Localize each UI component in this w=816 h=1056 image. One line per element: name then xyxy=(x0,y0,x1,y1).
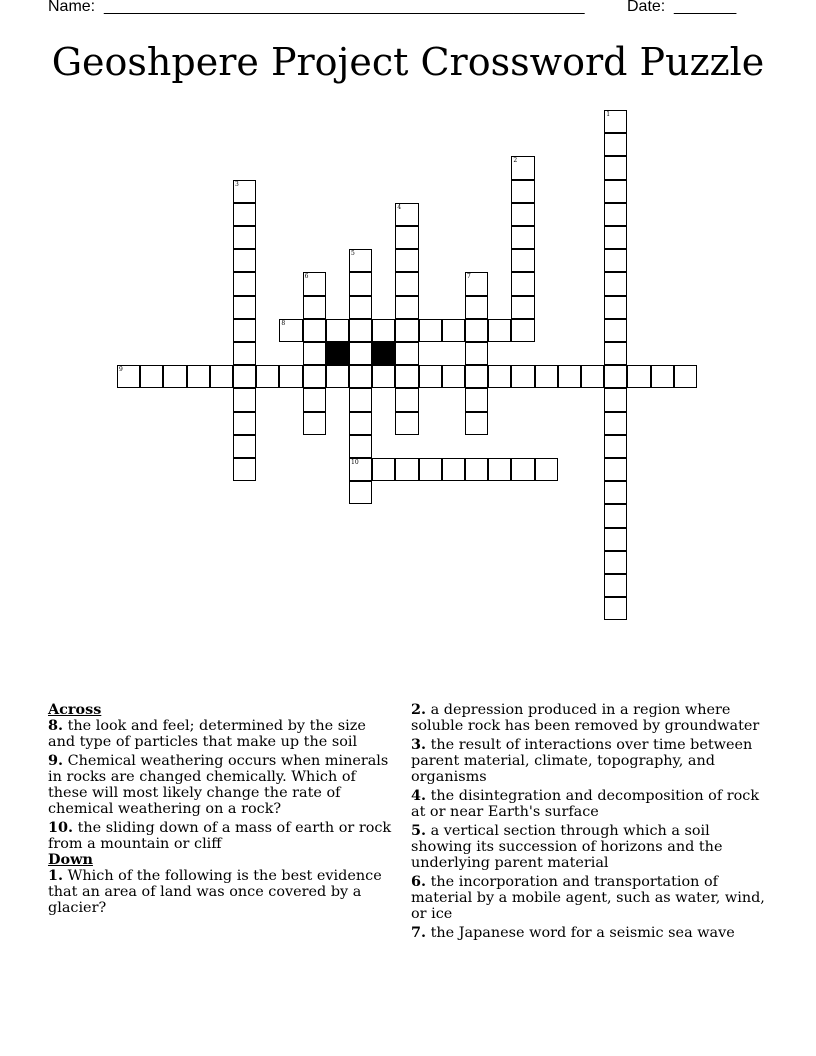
grid-cell[interactable] xyxy=(604,458,627,481)
grid-cell[interactable] xyxy=(395,249,418,272)
grid-cell[interactable] xyxy=(511,180,534,203)
date-line: _______ xyxy=(674,0,737,15)
clue-down-2 xyxy=(411,702,771,734)
black-cell xyxy=(326,342,349,365)
grid-cell[interactable] xyxy=(372,365,395,388)
clue-text: Chemical weathering occurs when minerals in rocks are changed chemically. Which of these will most likely change the rate of chemical weathering on a rock? xyxy=(48,753,389,817)
grid-cell[interactable] xyxy=(465,388,488,411)
grid-cell[interactable] xyxy=(674,365,697,388)
grid-cell[interactable] xyxy=(395,388,418,411)
grid-cell[interactable] xyxy=(604,203,627,226)
name-line: ______________________________________________________ xyxy=(104,0,585,15)
clue-across-10 xyxy=(48,820,393,852)
clue-text: a vertical section through which a soil showing its succession of horizons and the underlying parent material xyxy=(411,823,723,871)
grid-cell[interactable] xyxy=(465,365,488,388)
grid-cell[interactable] xyxy=(349,365,372,388)
grid-cell[interactable] xyxy=(303,342,326,365)
grid-cell[interactable] xyxy=(511,226,534,249)
black-cell xyxy=(372,342,395,365)
clue-down-4 xyxy=(411,788,771,820)
clue-text: Which of the following is the best evidence that an area of land was once covered by a glacier? xyxy=(48,868,382,916)
grid-cell[interactable] xyxy=(581,365,604,388)
grid-cell[interactable] xyxy=(349,435,372,458)
clue-number: 1. xyxy=(48,867,64,884)
clue-number: 9. xyxy=(48,752,64,769)
clue-text: a depression produced in a region where soluble rock has been removed by groundwater xyxy=(411,702,760,734)
clue-number: 2. xyxy=(411,701,427,718)
down-heading: Down xyxy=(48,851,93,868)
grid-cell[interactable] xyxy=(465,412,488,435)
grid-cell[interactable] xyxy=(233,412,256,435)
grid-cell[interactable] xyxy=(442,458,465,481)
clue-number: 3. xyxy=(411,736,427,753)
grid-cell[interactable] xyxy=(604,133,627,156)
clue-text: the result of interactions over time between parent material, climate, topography, and organisms xyxy=(411,737,753,785)
grid-cell[interactable] xyxy=(372,458,395,481)
grid-cell[interactable] xyxy=(395,458,418,481)
clue-number-label: 1 xyxy=(606,111,611,118)
grid-cell[interactable] xyxy=(604,272,627,295)
clue-number-label: 9 xyxy=(119,366,123,374)
clue-number-label: 8 xyxy=(281,319,286,327)
grid-cell[interactable] xyxy=(349,412,372,435)
grid-cell[interactable] xyxy=(604,528,627,551)
grid-cell[interactable] xyxy=(279,365,302,388)
grid-cell[interactable] xyxy=(372,319,395,342)
grid-cell[interactable] xyxy=(233,319,256,342)
clue-across-8 xyxy=(48,718,393,750)
grid-cell[interactable] xyxy=(349,342,372,365)
across-heading: Across xyxy=(48,701,102,718)
grid-cell[interactable] xyxy=(604,249,627,272)
grid-cell[interactable] xyxy=(233,296,256,319)
grid-cell[interactable] xyxy=(604,226,627,249)
grid-cell[interactable] xyxy=(604,388,627,411)
clue-number-label: 10 xyxy=(351,459,359,466)
grid-cell[interactable] xyxy=(326,319,349,342)
grid-cell[interactable] xyxy=(395,342,418,365)
grid-cell[interactable] xyxy=(442,365,465,388)
clue-text: the disintegration and decomposition of rock at or near Earth's surface xyxy=(411,788,760,820)
grid-cell[interactable] xyxy=(604,597,627,620)
date-label: Date: xyxy=(627,0,666,15)
grid-cell[interactable] xyxy=(187,365,210,388)
grid-cell[interactable] xyxy=(349,249,372,272)
grid-cell[interactable] xyxy=(651,365,674,388)
grid-cell[interactable] xyxy=(604,180,627,203)
clue-number: 10. xyxy=(48,819,74,836)
clue-number: 5. xyxy=(411,822,427,839)
grid-cell[interactable] xyxy=(233,203,256,226)
grid-cell[interactable] xyxy=(511,365,534,388)
grid-cell[interactable] xyxy=(511,156,534,179)
grid-cell[interactable] xyxy=(465,319,488,342)
grid-cell[interactable] xyxy=(395,272,418,295)
grid-cell[interactable] xyxy=(511,458,534,481)
grid-cell[interactable] xyxy=(465,272,488,295)
clue-number-label: 7 xyxy=(467,273,471,281)
grid-cell[interactable] xyxy=(349,319,372,342)
grid-cell[interactable] xyxy=(488,458,511,481)
clue-number-label: 3 xyxy=(235,180,239,188)
grid-cell[interactable] xyxy=(303,412,326,435)
grid-cell[interactable] xyxy=(210,365,233,388)
clue-down-6 xyxy=(411,874,771,922)
grid-cell[interactable] xyxy=(419,365,442,388)
clue-down-5 xyxy=(411,823,771,871)
grid-cell[interactable] xyxy=(604,504,627,527)
clue-across-9 xyxy=(48,753,393,817)
grid-cell[interactable] xyxy=(511,296,534,319)
grid-cell[interactable] xyxy=(395,365,418,388)
clue-text: the look and feel; determined by the size and type of particles that make up the soil xyxy=(48,718,366,750)
grid-cell[interactable] xyxy=(465,342,488,365)
grid-cell[interactable] xyxy=(488,365,511,388)
grid-cell[interactable] xyxy=(604,435,627,458)
grid-cell[interactable] xyxy=(233,435,256,458)
clue-text: the incorporation and transportation of material by a mobile agent, such as water, wind, or ice xyxy=(411,874,765,922)
grid-cell[interactable] xyxy=(511,319,534,342)
grid-cell[interactable] xyxy=(395,226,418,249)
grid-cell[interactable] xyxy=(535,458,558,481)
grid-cell[interactable] xyxy=(419,458,442,481)
clue-number: 7. xyxy=(411,924,427,941)
grid-cell[interactable] xyxy=(604,481,627,504)
name-label: Name: xyxy=(48,0,96,15)
grid-cell[interactable] xyxy=(233,272,256,295)
clue-number-label: 6 xyxy=(304,273,309,281)
grid-cell[interactable] xyxy=(349,388,372,411)
clue-down-1 xyxy=(48,868,393,916)
clues-right-column xyxy=(411,702,771,944)
grid-cell[interactable] xyxy=(604,551,627,574)
grid-cell[interactable] xyxy=(233,365,256,388)
grid-cell[interactable] xyxy=(395,296,418,319)
grid-cell[interactable] xyxy=(303,319,326,342)
grid-cell[interactable] xyxy=(163,365,186,388)
clue-down-3 xyxy=(411,737,771,785)
grid-cell[interactable] xyxy=(442,319,465,342)
grid-cell[interactable] xyxy=(233,249,256,272)
grid-cell[interactable] xyxy=(349,272,372,295)
clue-number: 4. xyxy=(411,787,427,804)
grid-cell[interactable] xyxy=(627,365,650,388)
grid-cell[interactable] xyxy=(488,319,511,342)
grid-cell[interactable] xyxy=(604,412,627,435)
clue-number-label: 2 xyxy=(513,157,518,165)
clue-text: the Japanese word for a seismic sea wave xyxy=(430,925,735,941)
grid-cell[interactable] xyxy=(465,296,488,319)
grid-cell[interactable] xyxy=(303,272,326,295)
grid-cell[interactable] xyxy=(395,412,418,435)
clue-number: 8. xyxy=(48,717,64,734)
grid-cell[interactable] xyxy=(233,180,256,203)
grid-cell[interactable] xyxy=(395,319,418,342)
clue-down-7 xyxy=(411,925,771,941)
grid-cell[interactable] xyxy=(604,156,627,179)
grid-cell[interactable] xyxy=(419,319,442,342)
grid-cell[interactable] xyxy=(117,365,140,388)
grid-cell[interactable] xyxy=(256,365,279,388)
grid-cell[interactable] xyxy=(604,296,627,319)
clues-left-column xyxy=(48,702,393,919)
grid-cell[interactable] xyxy=(604,342,627,365)
grid-cell[interactable] xyxy=(604,319,627,342)
grid-cell[interactable] xyxy=(511,249,534,272)
grid-cell[interactable] xyxy=(558,365,581,388)
clue-number: 6. xyxy=(411,873,427,890)
grid-cell[interactable] xyxy=(233,342,256,365)
grid-cell[interactable] xyxy=(279,319,302,342)
grid-cell[interactable] xyxy=(511,203,534,226)
clue-number-label: 5 xyxy=(351,250,355,258)
grid-cell[interactable] xyxy=(303,365,326,388)
page-title: Geoshpere Project Crossword Puzzle xyxy=(51,40,765,84)
clue-text: the sliding down of a mass of earth or rock from a mountain or cliff xyxy=(48,820,392,852)
grid-cell[interactable] xyxy=(395,203,418,226)
grid-cell[interactable] xyxy=(140,365,163,388)
grid-cell[interactable] xyxy=(349,481,372,504)
grid-cell[interactable] xyxy=(233,388,256,411)
grid-cell[interactable] xyxy=(349,296,372,319)
grid-cell[interactable] xyxy=(604,365,627,388)
grid-cell[interactable] xyxy=(233,458,256,481)
grid-cell[interactable] xyxy=(326,365,349,388)
grid-cell[interactable] xyxy=(465,458,488,481)
grid-cell[interactable] xyxy=(233,226,256,249)
grid-cell[interactable] xyxy=(604,574,627,597)
grid-cell[interactable] xyxy=(303,296,326,319)
grid-cell[interactable] xyxy=(604,110,627,133)
grid-cell[interactable] xyxy=(349,458,372,481)
clue-number-label: 4 xyxy=(397,203,402,211)
grid-cell[interactable] xyxy=(511,272,534,295)
grid-cell[interactable] xyxy=(303,388,326,411)
grid-cell[interactable] xyxy=(535,365,558,388)
